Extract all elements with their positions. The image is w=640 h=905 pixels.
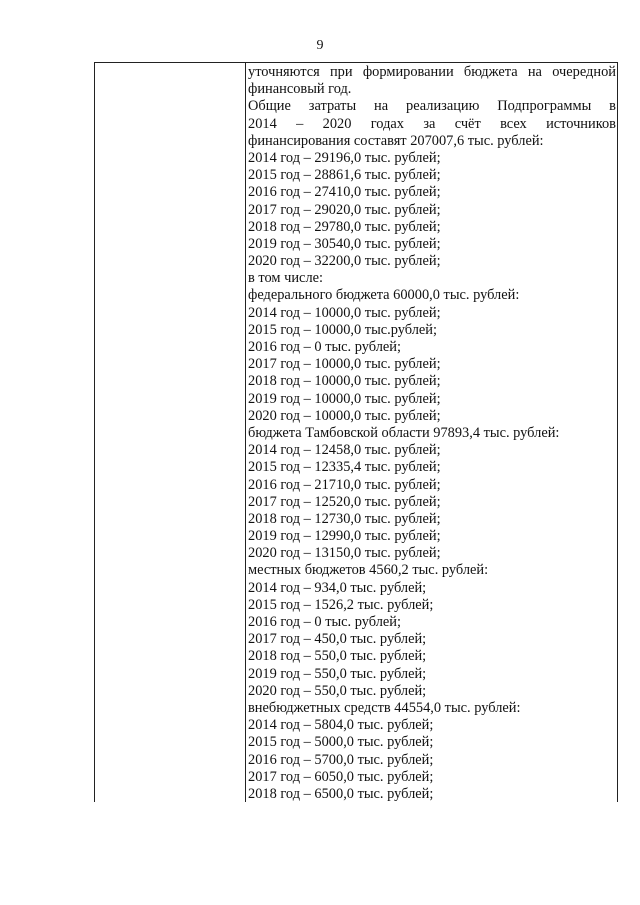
total-year-line: 2014 год – 29196,0 тыс. рублей; [248,149,441,166]
regional-year-line: 2014 год – 12458,0 тыс. рублей; [248,442,441,459]
word: на [527,64,542,80]
extrabudget-year-line: 2014 год – 5804,0 тыс. рублей; [248,717,434,734]
word: при [329,64,353,80]
word: источников [546,115,616,132]
local-year-line: 2017 год – 450,0 тыс. рублей; [248,631,427,648]
column-divider [245,63,246,802]
intro-line-2: финансовый год. [248,81,352,98]
word: 2020 [322,115,352,132]
local-year-line: 2015 год – 1526,2 тыс. рублей; [248,596,434,613]
extrabudget-year-line: 2015 год – 5000,0 тыс. рублей; [248,734,434,751]
total-year-line: 2016 год – 27410,0 тыс. рублей; [248,184,441,201]
federal-year-line: 2020 год – 10000,0 тыс. рублей; [248,407,441,424]
word: в [609,98,616,115]
word: формировании [362,64,454,80]
regional-title: бюджета Тамбовской области 97893,4 тыс. рублей: [248,424,560,441]
total-line-1 [248,98,616,115]
extrabudget-year-line: 2017 год – 6050,0 тыс. рублей; [248,768,434,785]
local-year-line: 2018 год – 550,0 тыс. рублей; [248,648,427,665]
word: всех [500,115,527,132]
page-number: 9 [316,38,324,53]
word: – [296,115,304,132]
regional-year-line: 2020 год – 13150,0 тыс. рублей; [248,545,441,562]
word: Подпрограммы [497,98,592,115]
total-line-2 [248,116,616,133]
word: уточняются [248,64,320,80]
word: счёт [454,115,481,132]
local-year-line: 2019 год – 550,0 тыс. рублей; [248,665,427,682]
word: бюджета [463,64,518,80]
extrabudget-year-line: 2018 год – 6500,0 тыс. рублей; [248,785,434,802]
federal-year-line: 2015 год – 10000,0 тыс.рублей; [248,321,437,338]
total-year-line: 2018 год – 29780,0 тыс. рублей; [248,218,441,235]
regional-year-line: 2019 год – 12990,0 тыс. рублей; [248,528,441,545]
regional-year-line: 2018 год – 12730,0 тыс. рублей; [248,510,441,527]
word: годах [370,115,404,132]
federal-title: федерального бюджета 60000,0 тыс. рублей: [248,287,520,304]
extrabudget-year-line: 2016 год – 5700,0 тыс. рублей; [248,751,434,768]
regional-year-line: 2016 год – 21710,0 тыс. рублей; [248,476,441,493]
total-year-line: 2019 год – 30540,0 тыс. рублей; [248,235,441,252]
federal-year-line: 2019 год – 10000,0 тыс. рублей; [248,390,441,407]
regional-year-line: 2017 год – 12520,0 тыс. рублей; [248,493,441,510]
local-year-line: 2016 год – 0 тыс. рублей; [248,614,401,630]
total-line-3: финансирования составят 207007,6 тыс. рублей: [248,132,544,149]
extrabudget-title: внебюджетных средств 44554,0 тыс. рублей: [248,699,521,716]
word: очередной [552,64,616,80]
including-line: в том числе: [248,270,324,287]
total-year-line: 2020 год – 32200,0 тыс. рублей; [248,253,441,270]
financing-table [94,62,618,802]
word: на [374,98,389,115]
federal-year-line: 2016 год – 0 тыс. рублей; [248,339,401,355]
intro-line-1 [248,64,616,81]
word: Общие [248,98,291,115]
word: 2014 [248,115,277,132]
local-title: местных бюджетов 4560,2 тыс. рублей: [248,562,489,579]
federal-year-line: 2014 год – 10000,0 тыс. рублей; [248,304,441,321]
local-year-line: 2014 год – 934,0 тыс. рублей; [248,579,427,596]
local-year-line: 2020 год – 550,0 тыс. рублей; [248,682,427,699]
word: реализацию [406,98,480,115]
regional-year-line: 2015 год – 12335,4 тыс. рублей; [248,459,441,476]
table-left-cell [95,63,245,802]
federal-year-line: 2017 год – 10000,0 тыс. рублей; [248,356,441,373]
word: затраты [308,98,357,115]
table-right-cell [247,64,616,803]
total-year-line: 2015 год – 28861,6 тыс. рублей; [248,167,441,184]
total-year-line: 2017 год – 29020,0 тыс. рублей; [248,201,441,218]
federal-year-line: 2018 год – 10000,0 тыс. рублей; [248,373,441,390]
word: за [423,115,436,132]
